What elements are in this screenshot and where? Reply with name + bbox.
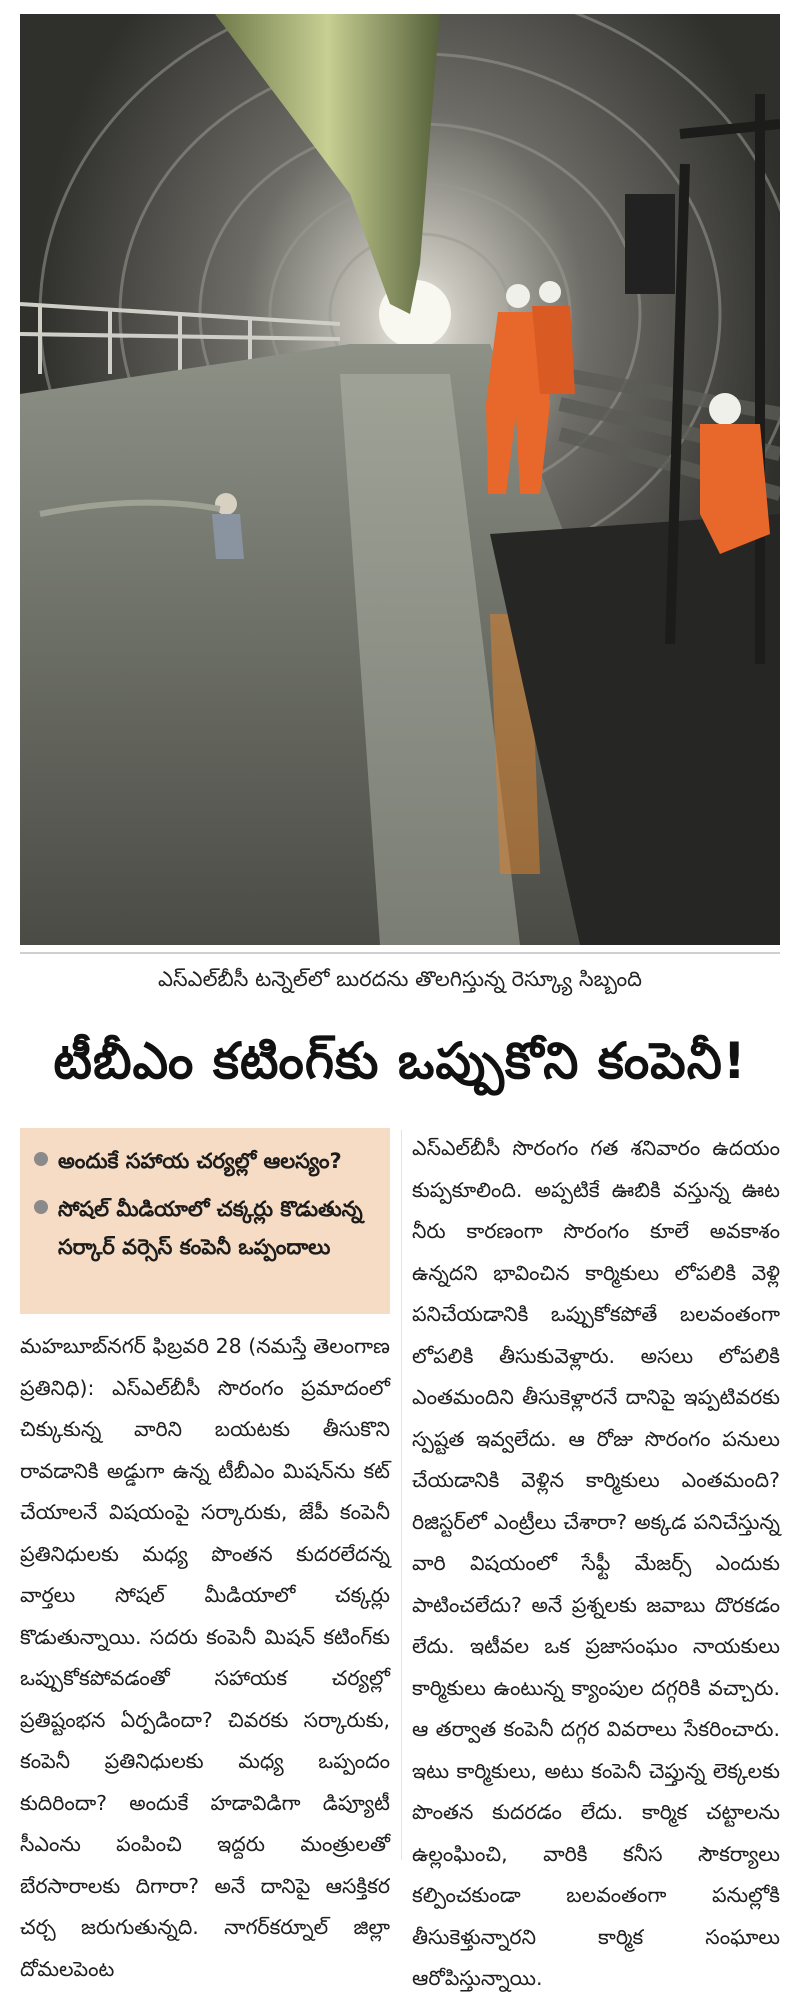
highlight-item [30, 1142, 378, 1180]
article-body-left: మహబూబ్‌నగర్ ఫిబ్రవరి 28 (నమస్తే తెలంగాణ ప్రతినిధి): ఎస్ఎల్‌బీసీ సొరంగం ప్రమాదంలో చిక్కుకున్న వారిని బయటకు తీసుకొని రావడానికి అడ్డుగా ఉన్న టీబీఎం మిషన్‌ను కట్ చేయాలనే విషయంపై సర్కారుకు, జేపీ కంపెనీ ప్రతినిధులకు మధ్య పొంతన కుదరలేదన్న వార్తలు సోషల్ మీడియాలో చక్కర్లు కొడుతున్నాయి. సదరు కంపెనీ మిషన్ కటింగ్‌కు ఒప్పుకోకపోవడంతో సహాయక చర్యల్లో ప్రతిష్టంభన ఏర్పడిందా? చివరకు సర్కారుకు, కంపెనీ ప్రతినిధులకు మధ్య ఒప్పందం కుదిరిందా? అందుకే హడావిడిగా డిప్యూటీ సీఎంను పంపించి ఇద్దరు మంత్రులతో బేరసారాలకు దిగారా? అనే దానిపై ఆసక్తికర చర్చ జరుగుతున్నది. నాగర్‌కర్నూల్ జిల్లా దోమలపెంట [20, 1334, 390, 1981]
highlight-text: సోషల్ మీడియాలో చక్కర్లు కొడుతున్న సర్కార్ వర్సెస్ కంపెనీ ఒప్పందాలు [58, 1197, 363, 1259]
bullet-icon [34, 1152, 48, 1166]
bullet-icon [34, 1200, 48, 1214]
highlight-box [20, 1128, 390, 1314]
caption-rule [20, 952, 780, 954]
news-photo-tunnel [20, 14, 780, 945]
photo-caption: ఎస్ఎల్‌బీసీ టన్నెల్‌లో బురదను తొలగిస్తున్న రెస్క్యూ సిబ్బంది [157, 967, 642, 991]
article-body-right: ఎస్ఎల్‌బీసీ సొరంగం గత శనివారం ఉదయం కుప్పకూలింది. అప్పటికే ఊబికి వస్తున్న ఊట నీరు కారణంగా సొరంగం కూలే అవకాశం ఉన్నదని భావించిన కార్మికులు లోపలికి వెళ్లి పనిచేయడానికి ఒప్పుకోకపోతే బలవంతంగా లోపలికి తీసుకువెళ్లారు. అసలు లోపలికి ఎంతమందిని తీసుకెళ్లారనే దానిపై ఇప్పటివరకు స్పష్టత ఇవ్వలేదు. ఆ రోజు సొరంగం పనులు చేయడానికి వెళ్లిన కార్మికులు ఎంతమంది? రిజిస్టర్‌లో ఎంట్రీలు చేశారా? అక్కడ పనిచేస్తున్న వారి విషయంలో సేఫ్టీ మేజర్స్ ఎందుకు పాటించలేదు? అనే ప్రశ్నలకు జవాబు దొరకడం లేదు. ఇటీవల ఒక ప్రజాసంఘం నాయకులు కార్మికులు ఉంటున్న క్యాంపుల దగ్గరికి వచ్చారు. ఆ తర్వాత కంపెనీ దగ్గర వివరాలు సేకరించారు. ఇటు కార్మికులు, అటు కంపెనీ చెప్తున్న లెక్కలకు పొంతన కుదరడం లేదు. కార్మిక చట్టాలను ఉల్లంఘించి, వారికి కనీస సౌకర్యాలు కల్పించకుండా బలవంతంగా పనుల్లోకి తీసుకెళ్తున్నారని కార్మిక సంఘాలు ఆరోపిస్తున్నాయి. [412, 1136, 780, 1990]
highlight-item [30, 1190, 378, 1266]
headline: టీబీఎం కటింగ్‌కు ఒప్పుకోని కంపెనీ! [53, 1032, 747, 1090]
tunnel-illustration [20, 14, 780, 945]
column-divider [401, 1130, 402, 1860]
equipment-box [625, 194, 675, 294]
highlight-text: అందుకే సహాయ చర్యల్లో ఆలస్యం? [58, 1149, 342, 1173]
